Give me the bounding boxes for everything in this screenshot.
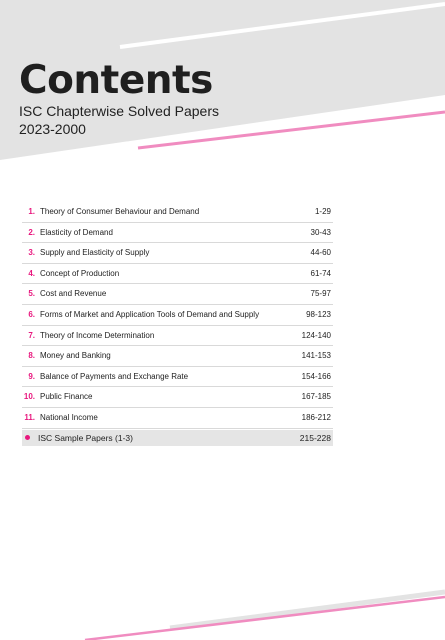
toc-pages: 186-212 bbox=[301, 412, 331, 422]
toc-row-10[interactable] bbox=[22, 387, 333, 408]
toc-number: 4. bbox=[28, 268, 35, 278]
toc-pages: 75-97 bbox=[310, 289, 331, 299]
toc-title: Balance of Payments and Exchange Rate bbox=[40, 371, 189, 381]
toc-number: 5. bbox=[28, 289, 35, 299]
footer-stripes bbox=[0, 580, 445, 640]
toc-row-sample-papers[interactable] bbox=[22, 430, 333, 446]
toc-number: 9. bbox=[28, 371, 35, 381]
toc-row-9[interactable] bbox=[22, 367, 333, 388]
toc-row-3[interactable] bbox=[22, 243, 333, 264]
toc-number: 1. bbox=[28, 207, 35, 216]
toc-title: Public Finance bbox=[40, 392, 93, 402]
page-subtitle: ISC Chapterwise Solved Papers bbox=[19, 103, 219, 119]
toc-pages: 167-185 bbox=[301, 392, 331, 402]
toc-title: Theory of Consumer Behaviour and Demand bbox=[40, 207, 200, 216]
toc-title: Elasticity of Demand bbox=[40, 227, 113, 237]
toc-title: ISC Sample Papers (1-3) bbox=[38, 433, 133, 443]
toc-number: 7. bbox=[28, 330, 35, 340]
table-of-contents bbox=[22, 202, 333, 429]
toc-number: 11. bbox=[24, 412, 35, 422]
toc-row-8[interactable] bbox=[22, 346, 333, 367]
toc-title: Money and Banking bbox=[40, 351, 111, 361]
toc-row-5[interactable] bbox=[22, 284, 333, 305]
toc-row-4[interactable] bbox=[22, 264, 333, 285]
page-title: Contents bbox=[19, 58, 213, 103]
toc-row-2[interactable] bbox=[22, 223, 333, 244]
toc-number: 6. bbox=[28, 309, 35, 319]
toc-title: Theory of Income Determination bbox=[40, 330, 155, 340]
toc-pages: 1-29 bbox=[314, 207, 331, 216]
toc-row-6[interactable] bbox=[22, 305, 333, 326]
toc-title: Cost and Revenue bbox=[40, 289, 107, 299]
toc-pages: 44-60 bbox=[310, 248, 331, 258]
toc-row-11[interactable] bbox=[22, 408, 333, 429]
toc-pages: 124-140 bbox=[301, 330, 331, 340]
toc-row-7[interactable] bbox=[22, 326, 333, 347]
toc-pages: 30-43 bbox=[310, 227, 331, 237]
bullet-icon bbox=[25, 435, 30, 440]
toc-title: National Income bbox=[40, 412, 98, 422]
toc-pages: 61-74 bbox=[310, 268, 331, 278]
toc-title: Supply and Elasticity of Supply bbox=[40, 248, 150, 258]
toc-pages: 98-123 bbox=[306, 309, 331, 319]
toc-number: 2. bbox=[28, 227, 35, 237]
footer-gray-stripe bbox=[170, 592, 445, 628]
toc-title: Forms of Market and Application Tools of Demand and Supply bbox=[40, 309, 260, 319]
toc-number: 3. bbox=[28, 248, 35, 258]
toc-row-1[interactable] bbox=[22, 202, 333, 223]
toc-title: Concept of Production bbox=[40, 268, 120, 278]
toc-pages: 154-166 bbox=[301, 371, 331, 381]
toc-number: 10. bbox=[23, 392, 35, 402]
page-years: 2023-2000 bbox=[19, 121, 86, 137]
toc-number: 8. bbox=[28, 351, 35, 361]
footer-pink-stripe bbox=[85, 597, 445, 640]
toc-pages: 215-228 bbox=[299, 433, 331, 443]
toc-pages: 141-153 bbox=[301, 351, 331, 361]
